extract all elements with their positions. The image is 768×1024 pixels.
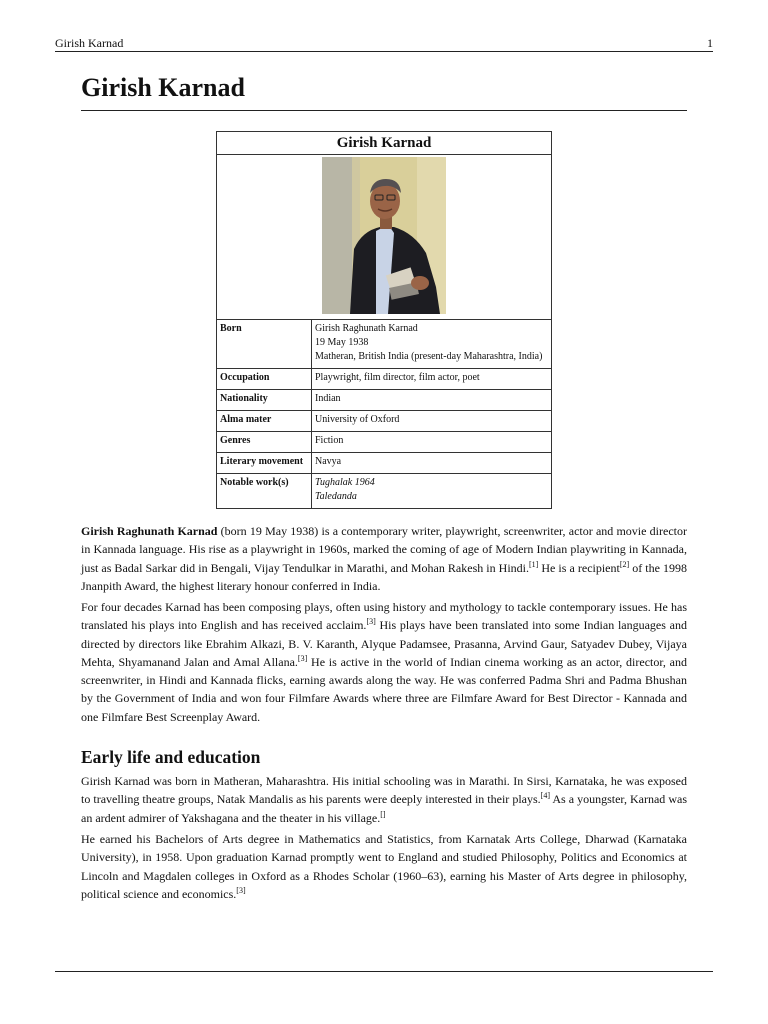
infobox-value: University of Oxford bbox=[312, 411, 552, 432]
infobox-label: Genres bbox=[217, 432, 312, 453]
text-run: (born 19 May 1938) is a contemporary writer, playwright, screenwriter, actor and movie director in Kannada language. His rise as a playwright in 1960s, marked the coming of age of Modern Indian playwriting in Kannada, just as Badal Sarkar did in Bengali, Vijay Tendulkar in Marathi, and Mohan Rakesh in Hindi. bbox=[81, 524, 687, 575]
section-heading: Early life and education bbox=[81, 747, 261, 767]
citation-link[interactable]: [3] bbox=[236, 885, 246, 895]
infobox-row-genres bbox=[217, 432, 552, 453]
infobox-row-born bbox=[217, 320, 552, 369]
infobox-row-notable-works bbox=[217, 474, 552, 509]
infobox-label: Notable work(s) bbox=[217, 474, 312, 509]
citation-link[interactable]: [4] bbox=[540, 791, 550, 801]
subject-name: Girish Raghunath Karnad bbox=[81, 524, 218, 538]
header-rule bbox=[55, 51, 713, 52]
running-title: Girish Karnad bbox=[55, 36, 124, 50]
citation-link[interactable]: [] bbox=[380, 809, 386, 819]
text-run: He is a recipient bbox=[538, 560, 620, 575]
notable-work: Tughalak 1964 bbox=[315, 477, 375, 488]
infobox-label: Literary movement bbox=[217, 453, 312, 474]
text-run: As a youngster, Karnad was an ardent admirer of Yakshagana and the theater in his village. bbox=[81, 792, 687, 825]
infobox-row-alma-mater bbox=[217, 411, 552, 432]
page-title: Girish Karnad bbox=[81, 73, 245, 102]
infobox-row-literary-movement bbox=[217, 453, 552, 474]
infobox-value: Indian bbox=[312, 390, 552, 411]
citation-link[interactable]: [3] bbox=[366, 617, 376, 627]
text-run: He is active in the world of Indian cinema working as an actor, director, and screenwriter, in Hindi and Kannada flicks, earning awards along the way. He was conferred Padma Shri and Padma Bhushan by the Government of India and won four Filmfare Awards where three are Filmfare Award for Best Director - Kannada and one Filmfare Best Screenplay Award. bbox=[81, 654, 687, 724]
infobox-value: Playwright, film director, film actor, poet bbox=[312, 369, 552, 390]
infobox-row-nationality bbox=[217, 390, 552, 411]
infobox-label: Alma mater bbox=[217, 411, 312, 432]
citation-link[interactable]: [2] bbox=[619, 559, 630, 569]
infobox-label: Occupation bbox=[217, 369, 312, 390]
text-run: His plays have been translated into some Indian languages and directed by directors like Ebrahim Alkazi, B. V. Karanth, Alyque Padamsee, Prasanna, Arvind Gaur, Satyadev Dubey, Vijaya Mehta, Shyamanand Jalan and Amal Allana. bbox=[81, 618, 687, 669]
title-rule bbox=[81, 110, 687, 111]
notable-work: Taledanda bbox=[315, 491, 357, 502]
portrait-photo bbox=[322, 157, 446, 314]
citation-link[interactable]: [1] bbox=[529, 559, 539, 569]
birth-name: Girish Raghunath Karnad bbox=[315, 323, 418, 334]
text-run: For four decades Karnad has been composing plays, often using history and mythology to tackle contemporary issues. He has translated his plays into English and has received acclaim. bbox=[81, 600, 687, 633]
text-run: Girish Karnad was born in Matheran, Maharashtra. His initial schooling was in Marathi. In Sirsi, Karnataka, he was exposed to travelling theatre groups, Natak Mandalis as his parents were deeply interested in their plays. bbox=[81, 774, 687, 807]
infobox-value: Fiction bbox=[312, 432, 552, 453]
page-number: 1 bbox=[707, 36, 713, 50]
infobox-label: Born bbox=[217, 320, 312, 369]
early-life-paragraph-1 bbox=[81, 772, 687, 827]
text-run: He earned his Bachelors of Arts degree in Mathematics and Statistics, from Karnatak Arts College, Dharwad (Karnataka University), in 1958. Upon graduation Karnad promptly went to England and studied Philosophy, Politics and Economics at Lincoln and Magdalen colleges in Oxford as a Rhodes Scholar (1960–63), earning his Master of Arts degree in philosophy, political science and economics. bbox=[81, 832, 687, 901]
intro-paragraph-1 bbox=[81, 522, 687, 595]
infobox-title: Girish Karnad bbox=[217, 132, 552, 155]
infobox-row-occupation bbox=[217, 369, 552, 390]
infobox-value bbox=[312, 474, 552, 509]
birth-place: Matheran, British India (present-day Maharashtra, India) bbox=[315, 351, 543, 362]
infobox-label: Nationality bbox=[217, 390, 312, 411]
infobox-value bbox=[312, 320, 552, 369]
infobox bbox=[216, 131, 552, 509]
footer-rule bbox=[55, 971, 713, 972]
text-run: of the 1998 Jnanpith Award, the highest literary honour conferred in India. bbox=[81, 560, 687, 593]
infobox-image-cell bbox=[217, 155, 552, 320]
running-header bbox=[55, 36, 713, 50]
infobox-value: Navya bbox=[312, 453, 552, 474]
citation-link[interactable]: [3] bbox=[297, 653, 308, 663]
birth-date: 19 May 1938 bbox=[315, 337, 369, 348]
intro-paragraph-2 bbox=[81, 598, 687, 726]
early-life-paragraph-2 bbox=[81, 830, 687, 903]
